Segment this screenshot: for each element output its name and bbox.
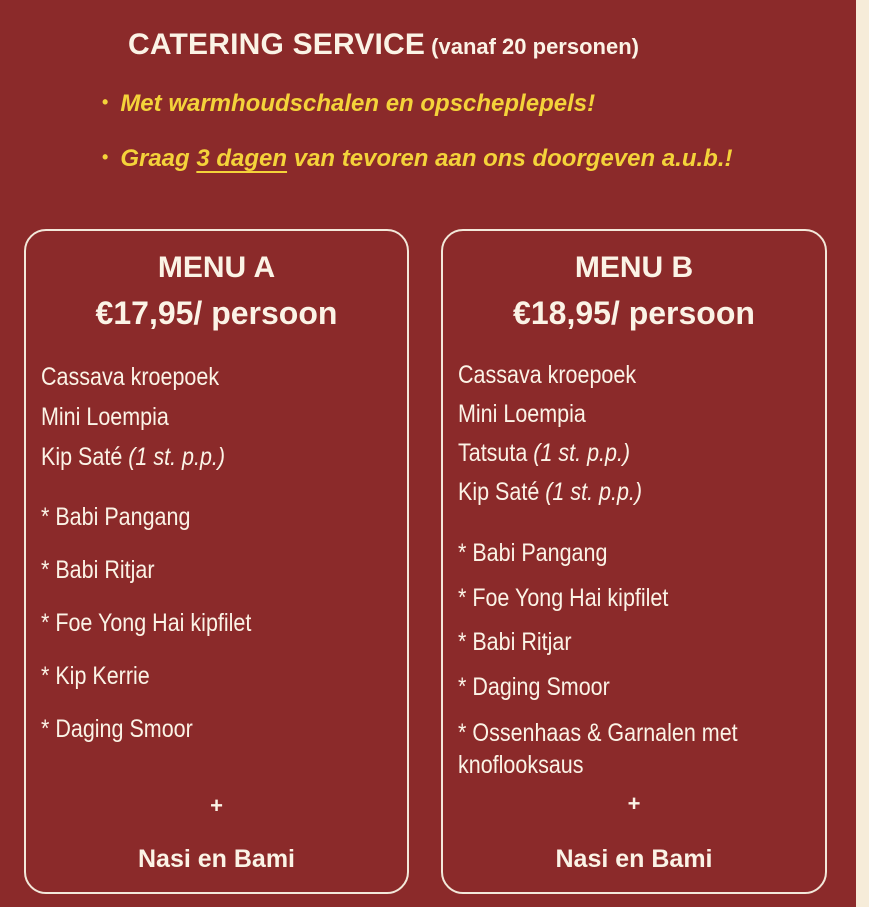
note-order-emphasis: 3 dagen	[196, 145, 288, 172]
bullet-icon: •	[102, 147, 109, 167]
menu-b-card	[441, 229, 827, 894]
note-order-pre: Graag	[120, 145, 190, 172]
catering-heading	[128, 28, 639, 62]
menu-b-main: * Babi Ritjar	[458, 628, 572, 656]
menu-a-card	[24, 229, 409, 894]
menu-a-footer: Nasi en Bami	[137, 845, 295, 873]
bullet-icon: •	[102, 92, 109, 112]
menu-b-price: €18,95/ persoon	[513, 295, 755, 331]
heading-title: CATERING SERVICE	[128, 28, 426, 61]
menu-a-price: €17,95/ persoon	[95, 295, 338, 331]
menu-a-starter: Kip Saté (1 st. p.p.)	[41, 443, 226, 471]
menu-b-starter: Mini Loempia	[458, 400, 586, 428]
menu-b-main: * Foe Yong Hai kipfilet	[458, 584, 669, 612]
menu-a-main: * Foe Yong Hai kipfilet	[41, 609, 252, 637]
menu-a-main: * Babi Ritjar	[41, 556, 155, 584]
menu-a-main: * Daging Smoor	[41, 715, 193, 743]
menu-b-starter: Tatsuta (1 st. p.p.)	[458, 439, 631, 467]
menu-b-footer: Nasi en Bami	[555, 845, 713, 873]
note-order-ahead	[102, 145, 733, 173]
menu-b-plus: +	[627, 791, 641, 816]
menu-b-title: MENU B	[574, 251, 694, 284]
menu-b-main: * Ossenhaas & Garnalen met knoflooksaus	[458, 719, 738, 779]
menu-a-plus: +	[210, 793, 223, 818]
menu-b-starter: Kip Saté (1 st. p.p.)	[458, 478, 643, 506]
menu-a-main: * Babi Pangang	[41, 503, 191, 531]
menu-a-starter: Mini Loempia	[41, 403, 169, 431]
menu-a-title: MENU A	[157, 251, 276, 284]
menu-a-starter: Cassava kroepoek	[41, 363, 220, 391]
note-warmhoud	[102, 90, 595, 118]
heading-subtitle: (vanaf 20 personen)	[431, 34, 639, 59]
page-edge	[856, 0, 869, 907]
menu-a-main: * Kip Kerrie	[41, 662, 150, 690]
menu-b-main: * Daging Smoor	[458, 673, 610, 701]
note-order-post: van tevoren aan ons doorgeven a.u.b.!	[293, 145, 733, 172]
note-warmhoud-text: Met warmhoudschalen en opscheplepels!	[120, 90, 596, 117]
menu-b-main: * Babi Pangang	[458, 539, 608, 567]
menu-b-starter: Cassava kroepoek	[458, 361, 637, 389]
